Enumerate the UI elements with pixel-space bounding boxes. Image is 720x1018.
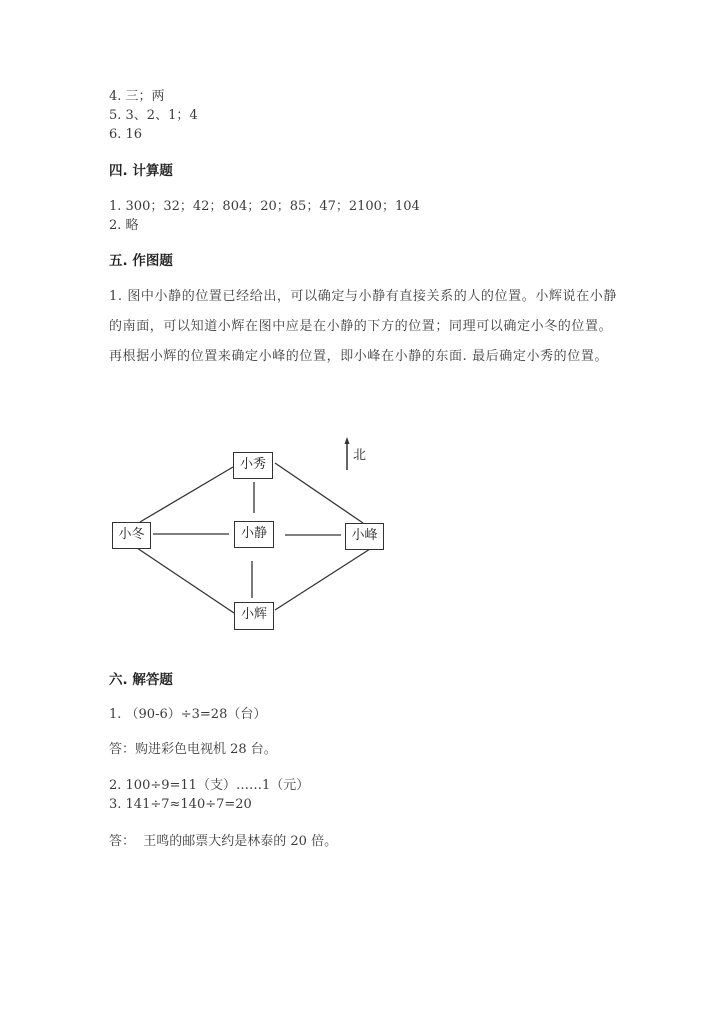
- problem-1-answer: 答：购进彩色电视机 28 台。: [109, 742, 277, 757]
- calculation-answer-1: 1. 300；32；42；804；20；85；47；2100；104: [109, 199, 420, 214]
- north-label: 北: [353, 448, 367, 463]
- problem-1-equation: 1. （90-6）÷3=28（台）: [109, 707, 267, 722]
- node-xiaofeng: 小峰: [345, 523, 384, 550]
- answer-line-6: 6. 16: [109, 127, 143, 142]
- problem-3-answer: 答： 王鸣的邮票大约是林泰的 20 倍。: [109, 834, 338, 849]
- section-heading-drawing: 五. 作图题: [109, 253, 173, 269]
- section-heading-calculation: 四. 计算题: [109, 163, 173, 179]
- node-xiaohui: 小辉: [234, 602, 274, 630]
- node-xiaodong: 小冬: [112, 522, 151, 549]
- section-heading-word-problems: 六. 解答题: [109, 672, 173, 688]
- node-xiaoxiu: 小秀: [233, 452, 273, 479]
- node-xiaojing: 小静: [234, 521, 274, 548]
- answer-line-5: 5. 3、2、1；4: [109, 108, 198, 123]
- answer-line-4: 4. 三；两: [109, 89, 165, 104]
- calculation-answer-2: 2. 略: [109, 218, 139, 233]
- position-diagram: [100, 430, 400, 640]
- drawing-explanation: 1. 图中小静的位置已经给出，可以确定与小静有直接关系的人的位置。小辉说在小静的南面，可以知道小辉在图中应是在小静的下方的位置；同理可以确定小冬的位置。再根据小辉的位置来确定小峰的位置，即小峰在小静的东面. 最后确定小秀的位置。: [109, 289, 617, 364]
- problem-3-equation: 3. 141÷7≈140÷7=20: [109, 797, 252, 812]
- problem-2-equation: 2. 100÷9=11（支）……1（元）: [109, 778, 310, 793]
